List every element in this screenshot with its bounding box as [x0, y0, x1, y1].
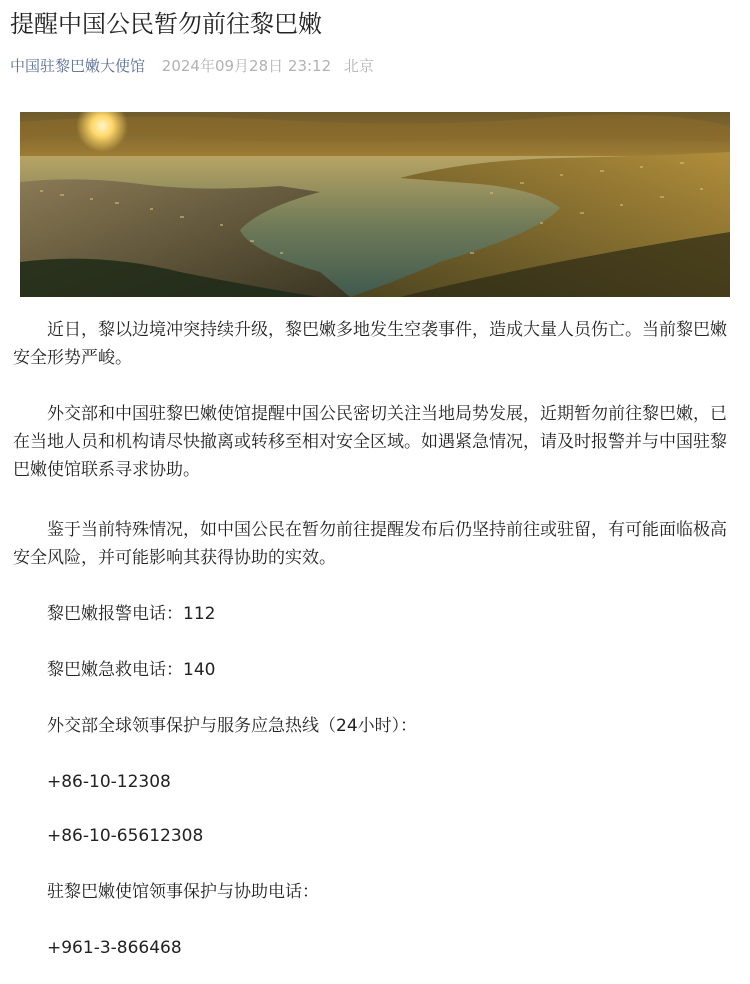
paragraph-warning: 鉴于当前特殊情况，如中国公民在暂勿前往提醒发布后仍坚持前往或驻留，有可能面临极高安全风险，并可能影响其获得协助的实效。 [13, 520, 727, 568]
paragraph-situation: 近日，黎以边境冲突持续升级，黎巴嫩多地发生空袭事件，造成大量人员伤亡。当前黎巴嫩安全形势严峻。 [13, 320, 727, 368]
mfa-phone-2: +86-10-65612308 [47, 826, 204, 846]
mfa-phone-1: +86-10-12308 [47, 772, 171, 792]
embassy-phone-label: 驻黎巴嫩使馆领事保护与协助电话： [47, 882, 319, 902]
embassy-phone: +961-3-866468 [47, 938, 182, 958]
mfa-hotline-label: 外交部全球领事保护与服务应急热线（24小时）： [47, 716, 418, 736]
article-title: 提醒中国公民暂勿前往黎巴嫩 [10, 10, 322, 38]
paragraph-advice: 外交部和中国驻黎巴嫩使馆提醒中国公民密切关注当地局势发展，近期暂勿前往黎巴嫩，已在当地人员和机构请尽快撤离或转移至相对安全区域。如遇紧急情况，请及时报警并与中国驻黎巴嫩使馆联系寻求协助。 [13, 404, 727, 480]
ambulance-phone: 黎巴嫩急救电话：140 [47, 660, 216, 680]
hero-image [20, 112, 730, 297]
account-name-link[interactable]: 中国驻黎巴嫩大使馆 [10, 57, 146, 75]
article-meta [10, 54, 374, 78]
coastal-city-sunset-photo [20, 112, 730, 297]
publish-location: 北京 [343, 57, 374, 75]
police-phone: 黎巴嫩报警电话：112 [47, 604, 216, 624]
publish-date: 2024年09月28日 23:12 [161, 57, 332, 75]
